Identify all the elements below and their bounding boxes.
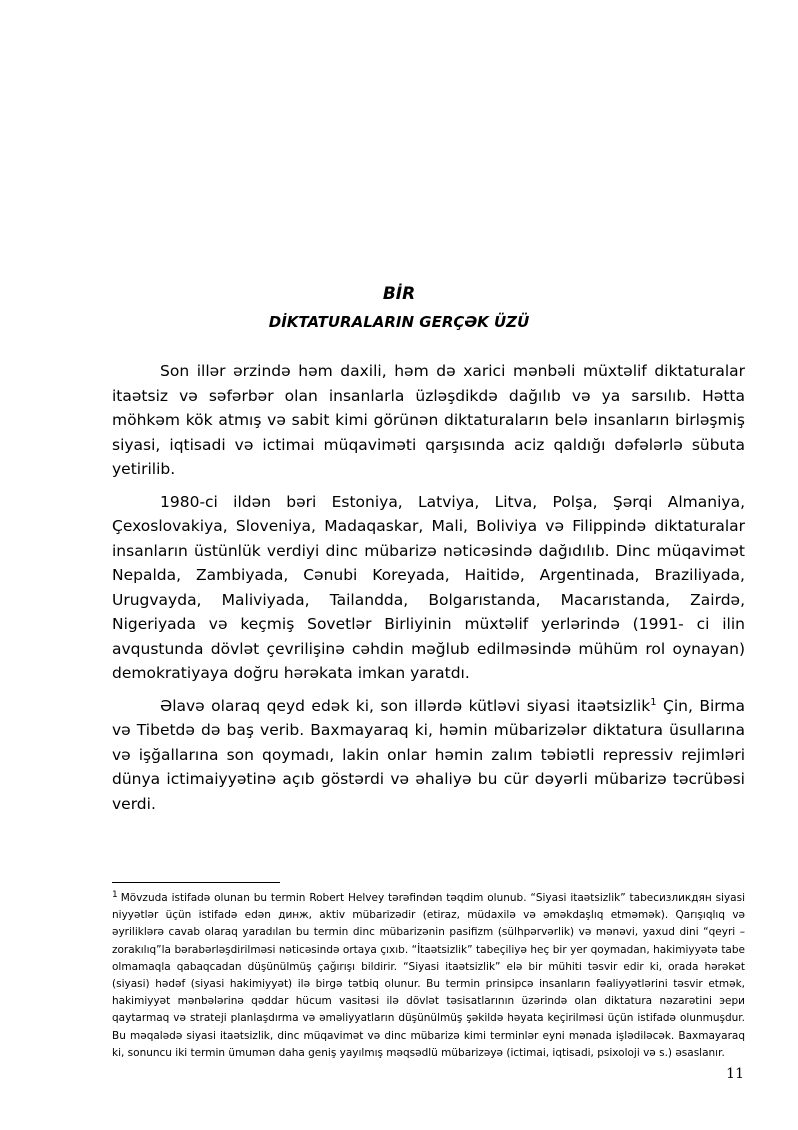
footnote-reference[interactable]: 1 (650, 696, 657, 708)
chapter-number: BİR (382, 284, 416, 304)
paragraph-3-text-before: Əlavə olaraq qeyd edək ki, son illərdə kütləvi siyasi itaətsizlik (160, 696, 651, 715)
chapter-title: DİKTATURALARIN GERÇƏK ÜZÜ (268, 313, 530, 331)
footnote-separator (112, 882, 280, 883)
footnote-number: 1 (112, 889, 118, 900)
paragraph-1: Son illər ərzində həm daxili, həm də xarici mənbəli müxtəlif diktaturalar itaətsiz və səfərbər olan insanlarla üzləşdikdə dağılıb və ya sarsılıb. Hətta möhkəm kök atmış və sabit kimi görünən diktaturaların belə insanların birləşmiş siyasi, iqtisadi və ictimai müqaviməti qarşısında aciz qaldığı dəfələrlə sübuta yetirilib. (112, 362, 745, 478)
paragraph-3-text-after: Çin, Birma və Tibetdə də baş verib. Baxmayaraq ki, həmin mübarizələr diktatura üsullarına və işğallarına son qoymadı, lakin onlar həmin zalım təbiətli repressiv rejimləri dünya ictimaiyyətinə açıb göstərdi və əhaliyə bu cür dəyərli mübarizə təcrübəsi verdi. (112, 696, 745, 813)
page-number: 11 (726, 1066, 744, 1082)
footnote (112, 890, 745, 1062)
footnote-text: Mövzuda istifadə olunan bu termin Robert Helvey tərəfindən təqdim olunub. “Siyasi itaətsizlik” tabeсизликдян siyasi niyyətlər üçün istifadə edən динж, aktiv mübarizədir (etiraz, müdaxilə və əməkdaşlıq etməmək). Qarışıqlıq və əyriliklərə cavab olaraq yaradılan bu termin dinc mübarizənin pasifizm (sülhpərvərlik) və mənəvi, yaxud dini “qeyri – zorakılıq”la bərabərləşdirilməsi nəticəsində ortaya çıxıb. “İtaətsizlik” tabeçiliyə heç bir yer qoymadan, hakimiyyətə tabe olmamaqla qabaqcadan düşünülmüş çağırışı bildirir. “Siyasi itaətsizlik” elə bir mühiti təsvir edir ki, orada hərəkət (siyasi) hədəf (siyasi hakimiyyət) ilə birgə tətbiq olunur. Bu termin prinsipcə insanların fəaliyyətlərini təsvir etmək, hakimiyyət mənbələrinə qəddar hücum vasitəsi ilə dövlət təsisatlarının üzərində olan diktatura nəzarətini эери qaytarmaq və strateji planlaşdırma və əməliyyatların düşünülmüş şəkildə həyata keçirilməsi üçün istifadə olunmuşdur. Bu məqalədə siyasi itaətsizlik, dinc müqavimət və dinc mübarizə kimi terminlər eyni mənada işlədiləcək. Baxmayaraq ki, sonuncu iki termin ümumən daha geniş yayılmış məqsədlü mübarizəyə (ictimai, iqtisadi, psixoloji və s.) əsaslanır. (112, 892, 745, 1059)
paragraph-3 (112, 694, 745, 817)
paragraph-2: 1980-ci ildən bəri Estoniya, Latviya, Litva, Polşa, Şərqi Almaniya, Çexoslovakiya, Sloveniya, Madaqaskar, Mali, Boliviya və Filippində diktaturalar insanların üstünlük verdiyi dinc mübarizə nəticəsində dağıdılıb. Dinc müqavimət Nepalda, Zambiyada, Cənubi Koreyada, Haitidə, Argentinada, Braziliyada, Urugvayda, Maliviyada, Tailandda, Bolgarıstanda, Macarıstanda, Zairdə, Nigeriyada və keçmiş Sovetlər Birliyinin müxtəlif yerlərində (1991- ci ilin avqustunda dövlət çevrilişinə cəhdin məğlub edilməsində mühüm rol oynayan) demokratiyaya doğru hərəkata imkan yaratdı. (112, 492, 745, 682)
body-text (112, 359, 745, 824)
